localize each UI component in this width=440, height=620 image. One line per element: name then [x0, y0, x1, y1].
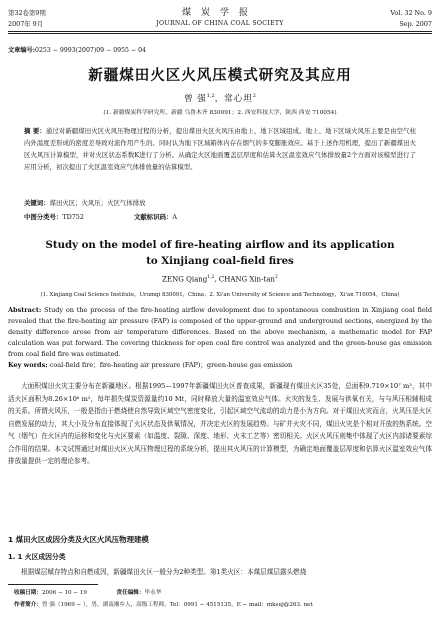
en-author-sep: , — [214, 275, 217, 284]
doc-code-value: A — [172, 213, 177, 221]
doc-code-label: 文献标识码： — [134, 213, 173, 221]
author-bio-label: 作者简介： — [14, 602, 42, 608]
english-abstract — [8, 305, 432, 360]
en-keywords-label: Key words: — [8, 361, 48, 369]
en-abstract-text: Study on the process of the fire-heating airflow development due to spontaneous combustion in Xinjiang coal field revealed that the fire-heating air pressure (FAP) is composed of the upper-ground and underground sections, energized by the density difference arose from air temperature differences. Based on the above mechanism, a mathematic model for FAP calculation was put forward. The covering thickness for open coal fire control was analyzed and the green-house gas emission from coal field fire was estimated. — [8, 306, 432, 358]
english-affiliation: (1. Xinjiang Coal Science Institute，Urumqi 830091，China；2. Xi'an University of Science and Technology，Xi'an 710054，China) — [40, 292, 400, 298]
cn-author-sep: ， — [214, 94, 225, 104]
author-bio-value: 曾 强（1969 − ），男，湖南湘乡人，高级工程师。Tel：0991 − 4515135，E − mail：mksuj@263. net — [41, 602, 313, 608]
en-author-1: ZENG Qiang — [162, 275, 208, 284]
received-label: 收稿日期： — [14, 590, 42, 596]
introduction-paragraph: 大面积煤田火灾主要分布在新疆地区。根据1995—1997年新疆煤田火区普查成果，新疆现有煤田火区35处，总面积9.719×10⁷ m²，其中活火区面积为8.26×10⁶ m²，每年损失煤炭资源量约10 Mt，同时释放大量的温室效应气体。火灾的发生、发展与供氧有关，与与风压相辅相成的关系。所谓火风压，一般是指由于燃烧使自然导致区域空气密度变化，引起区域空气流动的动力是小为方向。对于煤田火灾而言，火风压是火区自燃发展的动力，其大小及分布直接体现了火区状态及供氧情况，并决定火区的发展趋势。与矿井火灾不同，煤田火灾是个相对开放的热系统。空气（烟气）在火区内的运移和变化与火区要素（如温度、裂隙、深度、地形、火末工艺等）密切相关。火区火风压则集中体现了火区内部诸要素综合作用的结果。本文试图通过对煤田火区火风压物理过程的系统分析，提出其火风压的计算模型，为确定地面覆盖层厚度和估算火区温室效应气体排放量提供一定的理论参考。 — [8, 382, 432, 465]
footnote-received — [14, 588, 161, 596]
cn-author-2-sup: 2 — [252, 93, 256, 100]
chinese-affiliation: (1. 新疆煤炭科学研究所，新疆 乌鲁木齐 830091；2. 西安科技大学，陕西 西安 710054) — [103, 110, 337, 116]
chinese-classification — [24, 212, 416, 221]
cn-author-2: 常心坦 — [224, 94, 253, 104]
header-rule — [8, 31, 432, 32]
chinese-authors — [0, 92, 440, 104]
article-number — [8, 45, 146, 54]
clc-label: 中图分类号： — [24, 213, 63, 221]
received-value: 2006 − 10 − 19 — [41, 590, 87, 596]
footnote-author-bio — [14, 600, 313, 608]
header-date-en: Sep. 2007 — [399, 20, 432, 28]
header-journal-cn: 煤炭学报 — [181, 8, 258, 18]
english-authors — [0, 275, 440, 283]
en-author-2: CHANG Xin-tan — [218, 275, 275, 284]
section-paragraph: 根据煤层赋存特点和自燃成因，新疆煤田火区一般分为2种类型。第1类火区：本煤层煤层露头燃烧 — [21, 568, 307, 576]
chinese-abstract — [24, 125, 416, 173]
running-header-top — [8, 9, 432, 18]
running-header-bottom — [8, 20, 432, 28]
english-title-line-1: Study on the model of fire-heating airflow and its application — [45, 239, 395, 251]
cn-keywords-text: 煤田火区；火风压；火区气体排放 — [49, 199, 146, 207]
clc-value: TD752 — [62, 213, 84, 221]
english-title — [0, 237, 440, 269]
chinese-title: 新疆煤田火区火风压模式研究及其应用 — [88, 68, 352, 84]
header-rule-thin — [8, 33, 432, 34]
en-author-2-sup: 2 — [274, 275, 278, 280]
article-number-label: 文章编号: — [8, 47, 36, 54]
en-author-1-sup: 1,2 — [207, 275, 215, 280]
english-keywords — [8, 360, 432, 369]
article-number-value: 0253 − 9993(2007)09 − 0955 − 04 — [35, 47, 146, 54]
footnote-rule — [8, 584, 98, 585]
header-journal-en: JOURNAL OF CHINA COAL SOCIETY — [156, 20, 284, 27]
cn-abstract-label: 摘 要： — [24, 127, 46, 135]
cn-author-1-sup: 1,2 — [206, 93, 215, 100]
header-volume-en: Vol. 32 No. 9 — [390, 9, 432, 17]
english-title-line-2: to Xinjiang coal-field fires — [146, 255, 294, 267]
cn-abstract-text: 通过对新疆煤田火区火风压物理过程的分析，提出煤田火区火风压由地上、地下区域组成。地上、地下区域火风压主要是由空气柱内外温度差形成的密度差导致对流作用产生的。同时认为地下区域箱体内存在烟气的多变膨胀效应。基于上述作用机理，提出了新疆煤田火区火风压计算模型，并对火区状态系数K进行了分析。从确定火区地面覆盖层厚度和估算火区温室效应气体排放量2个方面对该模型进行了应用分析，初次提出了火区温室效应气体排放量的估算模型。 — [24, 127, 416, 171]
header-volume-cn: 第32卷第9期 — [8, 9, 46, 17]
header-date-cn: 2007年 9月 — [8, 20, 44, 28]
cn-author-1: 曾 强 — [184, 94, 207, 104]
en-keywords-text: coal-field fire；fire-heating air pressure (FAP)；green-house gas emission — [49, 361, 293, 369]
chinese-keywords — [24, 198, 416, 207]
subsection-heading-1-1: 1. 1 火区成因分类 — [8, 553, 66, 561]
en-abstract-label: Abstract: — [8, 306, 42, 314]
editor-value: 毕永华 — [144, 590, 162, 596]
cn-keywords-label: 关键词： — [24, 199, 50, 207]
section-heading-1: 1 煤田火区成因分类及火区火风压物理建模 — [8, 535, 149, 544]
editor-label: 责任编辑： — [116, 590, 145, 596]
